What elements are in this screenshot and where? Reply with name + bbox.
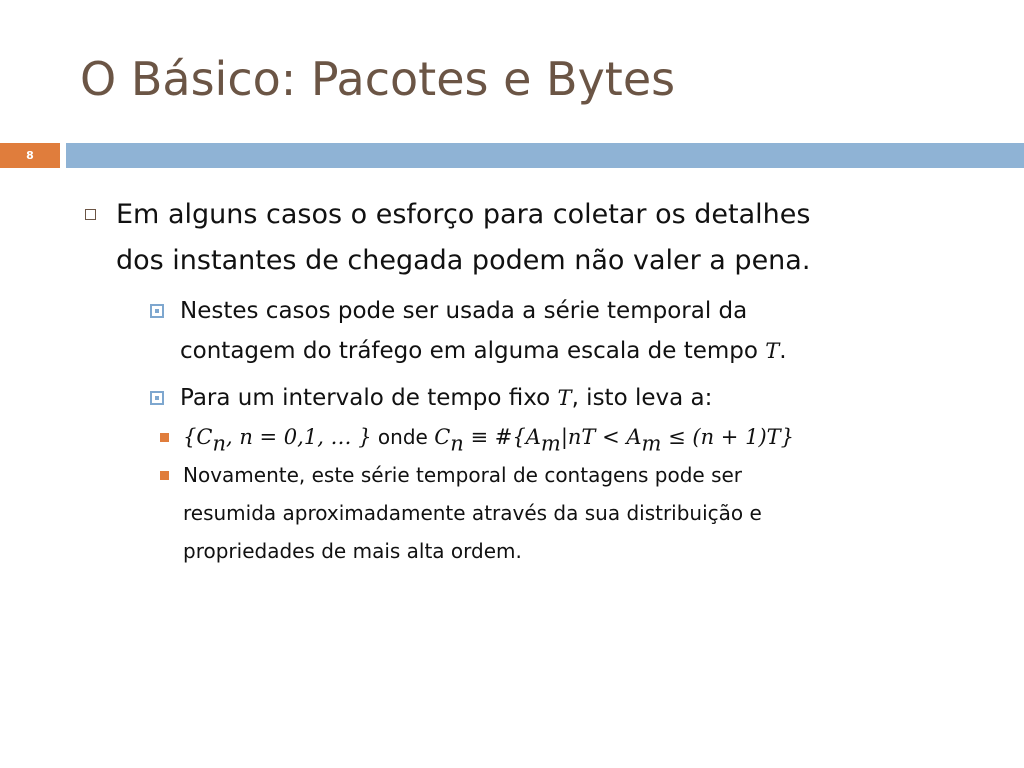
- bullet-text: onde: [371, 425, 435, 449]
- bullet-text-line: [180, 331, 980, 371]
- bullet-level2: [150, 378, 980, 418]
- bullet-text-line: dos instantes de chegada podem não valer a pena.: [116, 245, 811, 276]
- math-subscript: n: [212, 431, 226, 456]
- math-expr: ≤ (n + 1)T}: [661, 425, 795, 449]
- bullet-text-line: resumida aproximadamente através da sua distribuição e: [183, 501, 762, 525]
- bullet-level2: [150, 291, 980, 371]
- filled-square-bullet-icon: [160, 433, 169, 442]
- bullet-text-line: [180, 378, 980, 418]
- bullet-text: .: [779, 338, 787, 364]
- boxed-square-bullet-icon: [150, 304, 164, 318]
- slide-content: [80, 192, 980, 570]
- math-variable: T: [557, 386, 572, 410]
- math-expr: , n = 0,1, … }: [225, 425, 372, 449]
- bullet-level3: [160, 418, 980, 456]
- bullet-text-line: Em alguns casos o esforço para coletar os detalhes: [116, 199, 811, 230]
- bullet-text: contagem do tráfego em alguma escala de tempo: [180, 338, 766, 364]
- math-formula-line: [183, 418, 980, 456]
- filled-square-bullet-icon: [160, 471, 169, 480]
- math-subscript: m: [641, 431, 662, 456]
- math-subscript: m: [540, 431, 561, 456]
- bullet-text-line: Novamente, este série temporal de contagens pode ser: [183, 463, 743, 487]
- title-divider-bar: [66, 143, 1024, 168]
- bullet-level1: [80, 192, 980, 284]
- bullet-text: Para um intervalo de tempo fixo: [180, 385, 558, 411]
- math-expr: C: [434, 425, 451, 449]
- bullet-text-line: Nestes casos pode ser usada a série temporal da: [180, 298, 748, 324]
- slide-number: 8: [26, 149, 34, 162]
- math-expr: ≡ #{A: [463, 425, 541, 449]
- bullet-text: , isto leva a:: [571, 385, 713, 411]
- math-expr: {C: [183, 425, 213, 449]
- bullet-level3: [160, 456, 980, 570]
- slide-title: O Básico: Pacotes e Bytes: [80, 52, 676, 106]
- hollow-square-bullet-icon: [85, 209, 96, 220]
- boxed-square-bullet-icon: [150, 391, 164, 405]
- math-subscript: n: [450, 431, 464, 456]
- math-variable: T: [765, 339, 780, 363]
- math-expr: |nT < A: [560, 425, 642, 449]
- slide-number-badge: [0, 143, 60, 168]
- bullet-text-line: propriedades de mais alta ordem.: [183, 539, 522, 563]
